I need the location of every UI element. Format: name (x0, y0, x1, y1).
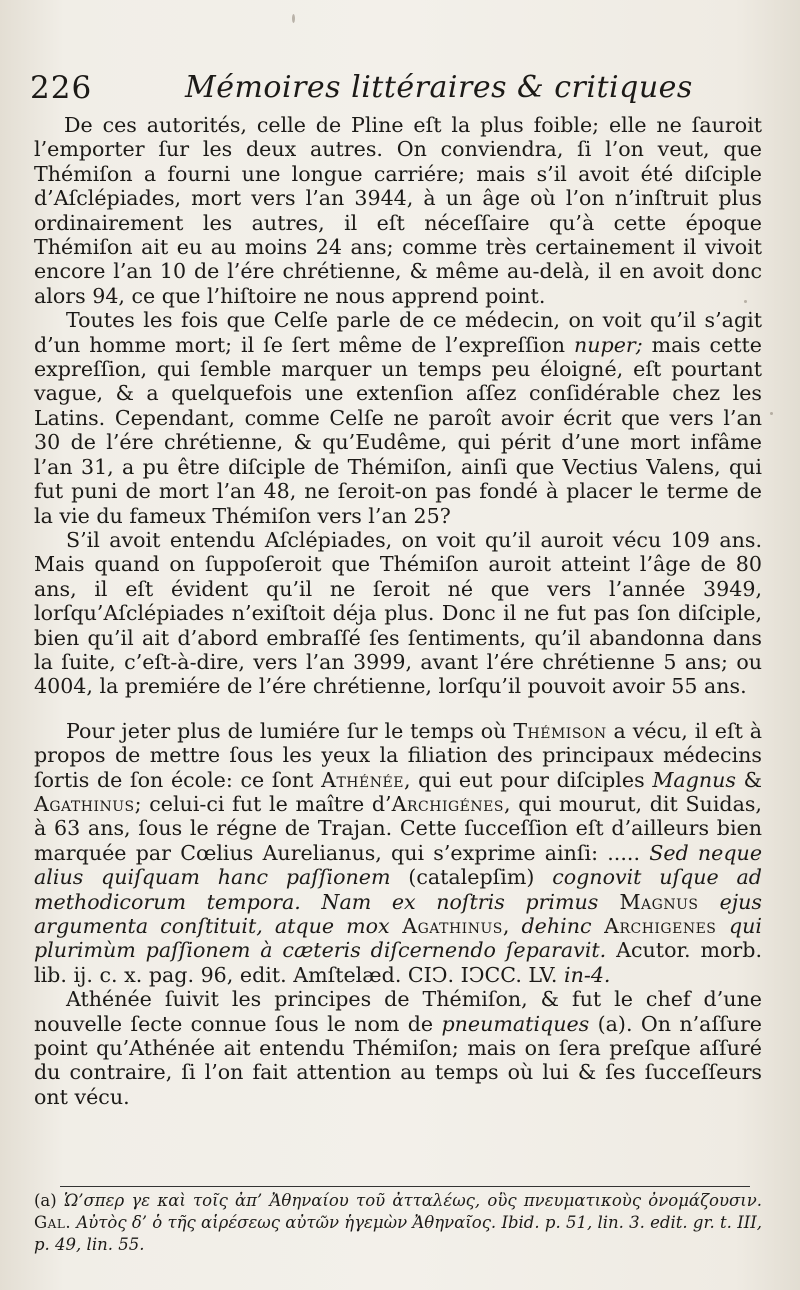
latin-quote-2: cognovit uſque ad methodicorum tempora. Nam ex noſtris primus (34, 865, 762, 914)
footnote-gal: Gal. (34, 1213, 72, 1232)
name-magnus: Magnus (652, 767, 736, 792)
citation-acutor: Acutor. morb. lib. ij. c. x. pag. 96, edit. Amſtelæd. CIↃ. IↃCC. LV. (34, 938, 762, 987)
paper-speck (744, 300, 747, 303)
name-archigenes-2: Archigenes (591, 914, 729, 938)
paragraph-3: S’il avoit entendu Aſclépiades, on voit qu’il auroit vécu 109 ans. Mais quand on ſuppoſeroit que Thémiſon auroit atteint l’âge de 80 ans, il eſt évident qu’il ne ſeroit né que vers l’année 3949, lorſqu’Aſclépiades n’exiſtoit déja plus. Donc il ne fut pas ſon diſciple, bien qu’il ait d’abord embraſſé ſes ſentiments, qu’il abandonna dans la ſuite, c’eſt-à-dire, vers l’an 3999, avant l’ére chrétienne 5 ans; ou 4004, la premiére de l’ére chrétienne, lorſqu’il pouvoit avoir 55 ans. (34, 527, 762, 699)
p4-text-f: , qui mourut, dit Suidas, à 63 ans, ſous le régne de Trajan. Cette ſucceſſion eſt d’ailleurs bien marquée par Cœlius Aurelianus, qui s’exprime ainſi: ..... (34, 791, 762, 865)
latin-quote-1: Sed neque alius quiſquam hanc paſſionem (34, 840, 763, 890)
latin-quote-4: qui plurimùm paſſionem à cæteris diſcernendo ſeparavit. (34, 914, 763, 963)
paragraph-2-text-a: Toutes les fois que Celſe parle de ce médecin, on voit qu’il s’agit d’un homme mort; il ſe ſert même de l’expreſſion (34, 308, 762, 357)
footnote-greek-2: Αὐτὸς δ’ ὁ τῆς αἱρέσεως αὐτῶν ἡγεμὼν Ἀθηναῖος. (71, 1213, 502, 1232)
paper-speck (292, 14, 295, 23)
name-archigenes: Archigénes (391, 791, 504, 816)
word-dehinc: dehinc (521, 914, 592, 938)
latin-quote-3: ejus argumenta conſtituit, atque mox (34, 889, 762, 938)
p4-text-b: a vécu, il eſt à propos de mettre ſous les yeux la filiation des principaux médecins ſortis de ſon école: ce ſont (34, 718, 762, 792)
name-magnus-2: Magnus (598, 889, 720, 914)
p5-text-b: (a). On n’aſſure point qu’Athénée ait entendu Thémiſon; mais on ſera preſque aſſuré du contraire, ſi l’on fait attention au temps où lui & ſes ſucceſſeurs ont vécu. (34, 1011, 762, 1109)
footnote-marker: (a) (34, 1191, 57, 1210)
body-text (34, 113, 762, 1109)
paragraph-2-text-b: mais cette expreſſion, qui ſemble marquer un temps peu éloigné, eſt pourtant vague, & a quelquefois une extenſion aſſez conſidérable chez les Latins. Cependant, comme Celſe ne paroît avoir écrit que vers l’an 30 de l’ére chrétienne, & qu’Eudême, qui périt d’une mort infâme l’an 31, a pu être diſciple de Thémiſon, ainſi que Vectius Valens, qui fut puni de mort l’an 48, ne ſeroit-on pas fondé à placer le terme de la vie du fameux Thémiſon vers l’an 25? (34, 332, 762, 528)
name-athenee: Athénée (321, 767, 404, 792)
paragraph-1: De ces autorités, celle de Pline eſt la plus foible; elle ne ſauroit l’emporter ſur les deux autres. On conviendra, ſi l’on veut, que Thémiſon a fourni une longue carriére; mais s’il avoit été diſciple d’Aſclépiades, mort vers l’an 3944, à un âge où l’on n’inſtruit plus ordinairement les autres, il eſt néceſſaire qu’à cette époque Thémiſon ait eu au moins 24 ans; comme très certainement il vivoit encore l’an 10 de l’ére chrétienne, & même au-delà, il en avoit donc alors 94, ce que l’hiſtoire ne nous apprend point. (34, 113, 762, 308)
format-in4: in-4. (564, 962, 611, 987)
p5-text-a: Athénée ſuivit les principes de Thémiſon, & fut le chef d’une nouvelle ſecte connue ſous le nom de (34, 987, 762, 1036)
running-title: Mémoires littéraires & critiques (185, 70, 693, 105)
paper-speck (770, 412, 773, 415)
paragraph-5 (34, 987, 762, 1109)
p4-text-c: , qui eut pour diſciples (403, 767, 653, 792)
page-number: 226 (30, 70, 93, 106)
p4-text-e: ; celui-ci fut le maître d’ (134, 791, 392, 816)
footnote-reference: Ibid. p. 51, lin. 3. edit. gr. t. III, p. 49, lin. 55. (34, 1213, 762, 1254)
word-nuper: nuper; (574, 332, 643, 357)
paragraph-2 (34, 308, 762, 528)
footnote-rule (60, 1186, 750, 1187)
name-agathinus-2: Agathinus (389, 914, 503, 938)
p4-text-h: , (502, 914, 522, 938)
p4-text-a: Pour jeter plus de lumiére ſur le temps où (66, 718, 514, 743)
name-agathinus: Agathinus (34, 791, 135, 816)
p4-text-d: & (735, 767, 762, 792)
name-themison: Thémison (513, 718, 607, 743)
footnote-greek-1: Ὡ’σπερ γε καὶ τοῖς ἀπ’ Ἀθηναίου τοῦ ἀτταλέως, οὓς πνευματικοὺς ὀνομάζουσιν. (56, 1191, 762, 1210)
paragraph-4 (34, 719, 762, 987)
p4-text-g: (catalepſim) (390, 865, 553, 890)
word-pneumatiques: pneumatiques (441, 1011, 590, 1036)
footnote (34, 1190, 762, 1256)
page-header (30, 70, 770, 110)
